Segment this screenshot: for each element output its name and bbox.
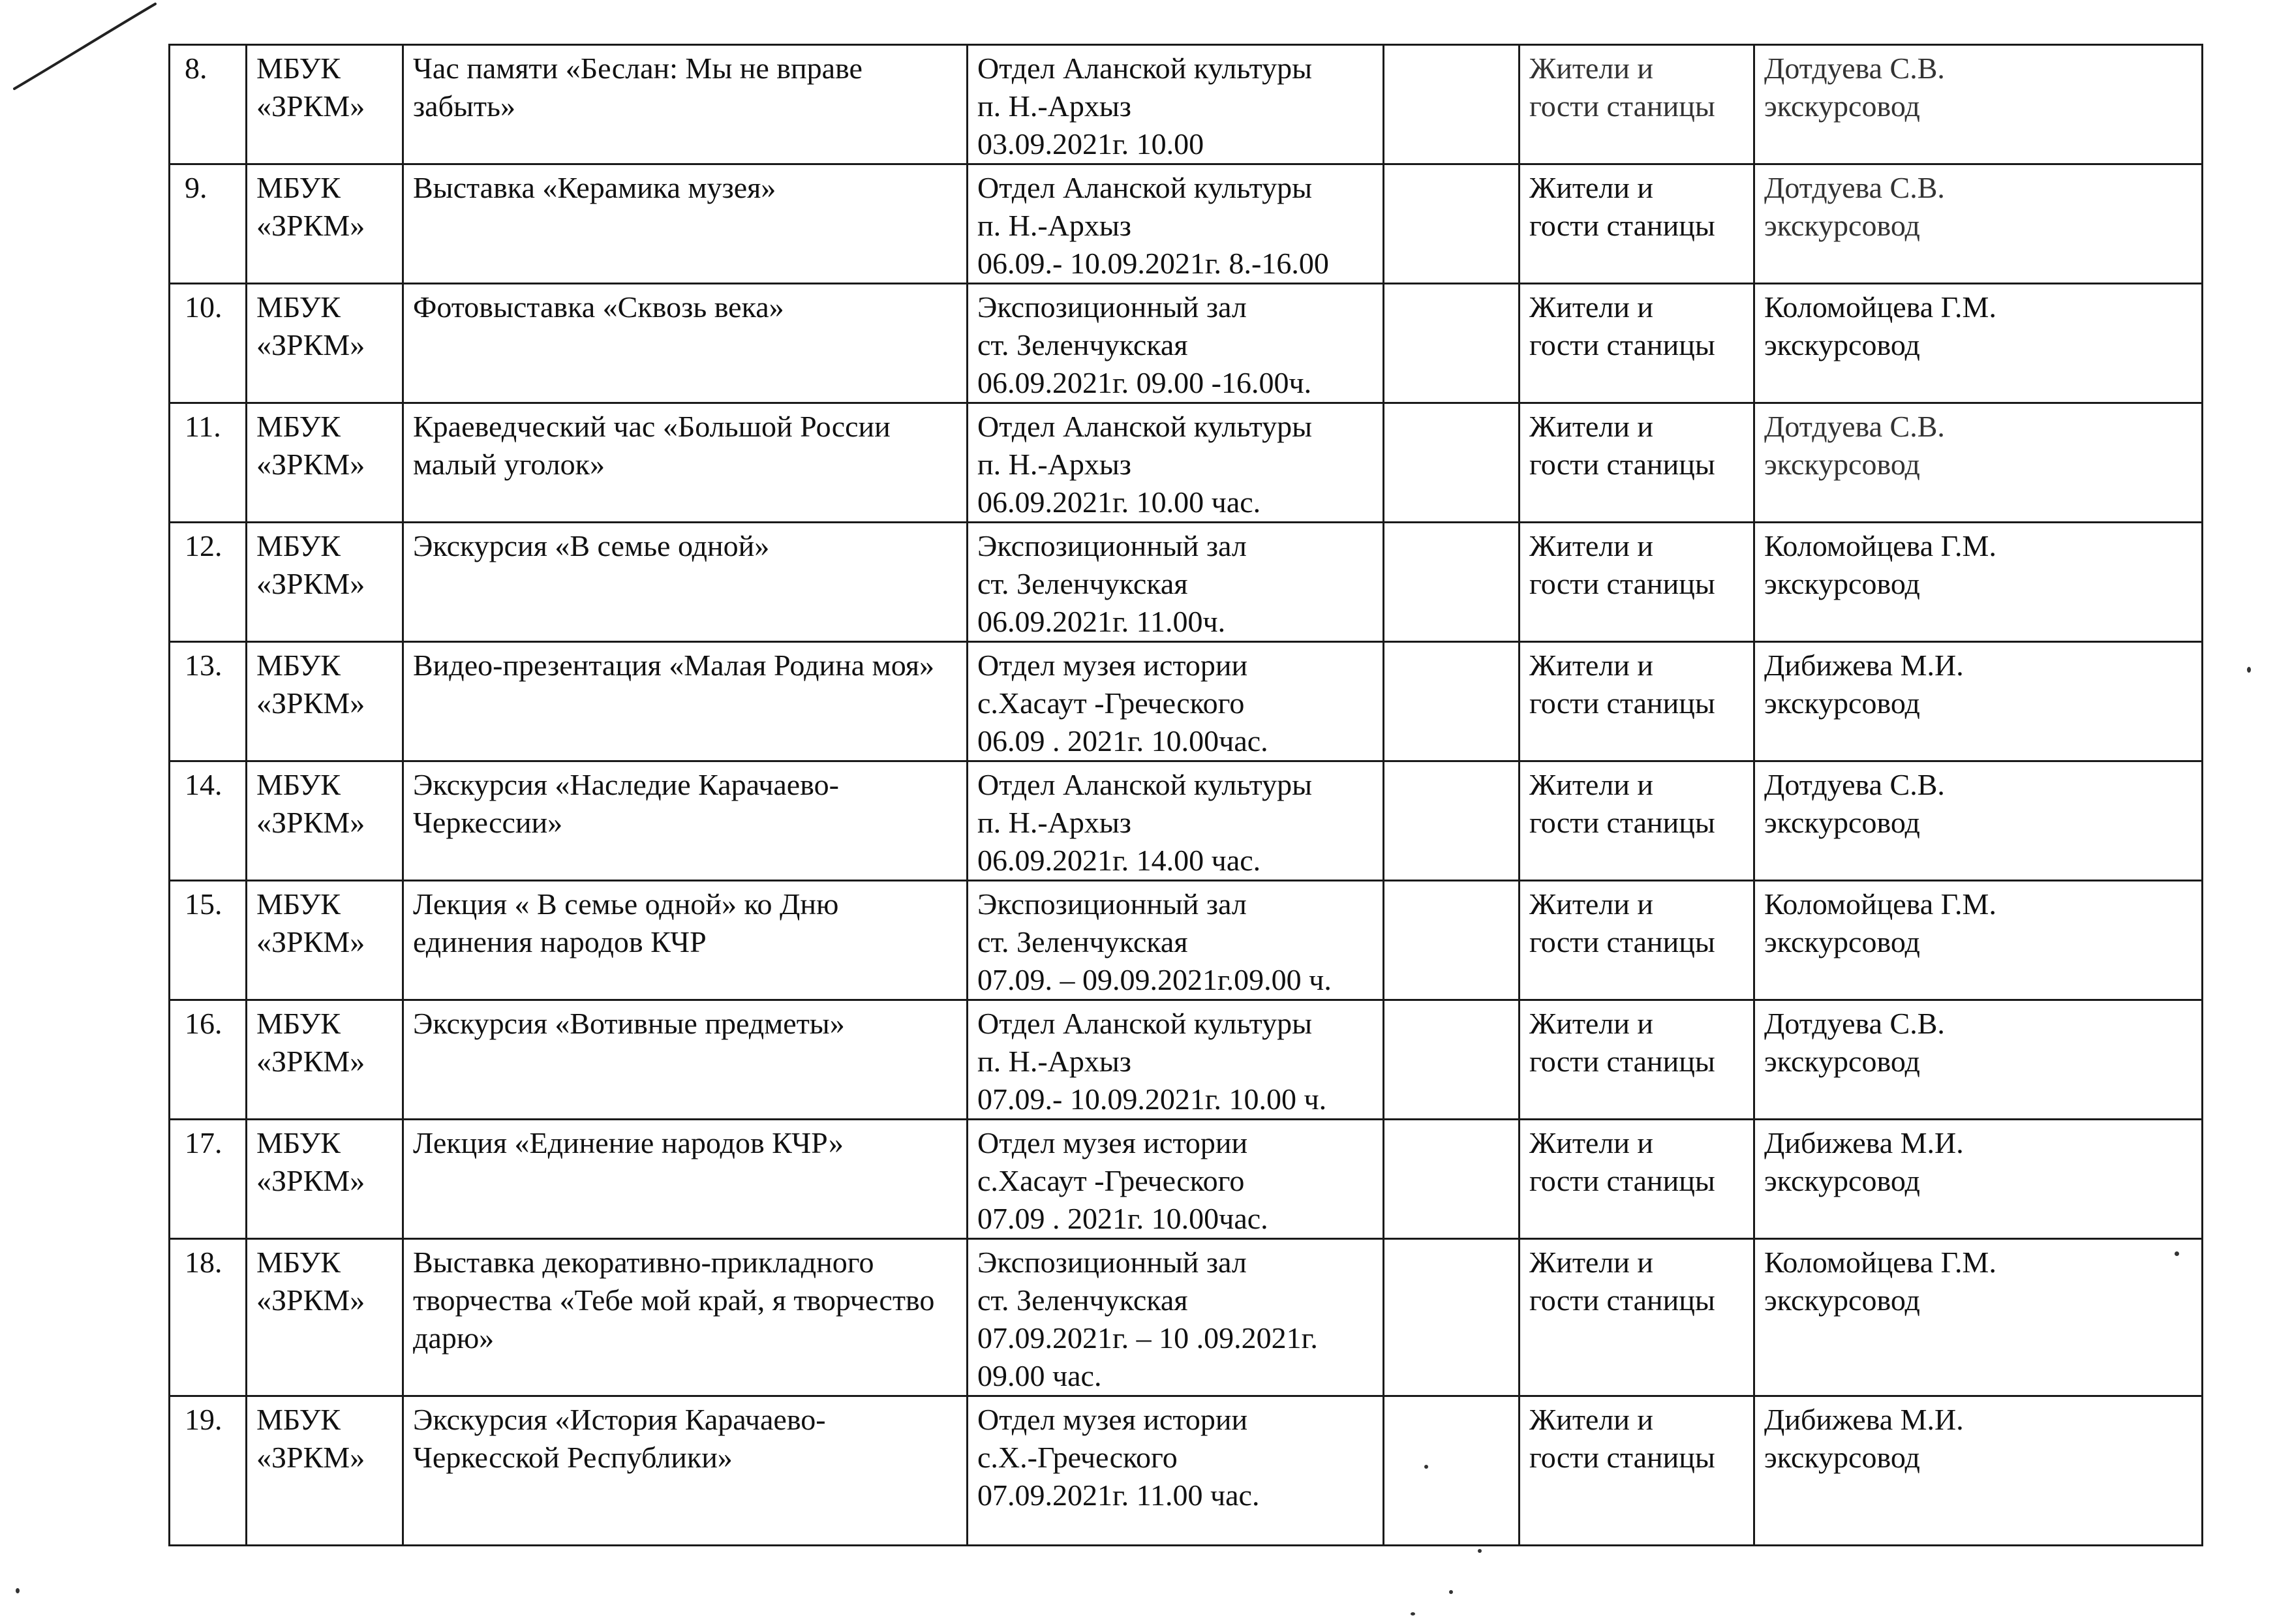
row-number: 10. xyxy=(170,284,247,403)
audience-cell: Жители и гости станицы xyxy=(1520,45,1754,164)
row-number: 14. xyxy=(170,761,247,881)
scan-pen-stroke xyxy=(0,0,196,104)
venue-date-cell: Отдел Аланской культуры п. Н.-Архыз 03.09.2021г. 10.00 xyxy=(968,45,1384,164)
empty-cell xyxy=(1384,1396,1520,1546)
audience-cell: Жители и гости станицы xyxy=(1520,761,1754,881)
venue-date-cell: Отдел музея истории с.Хасаут -Греческого 06.09 . 2021г. 10.00час. xyxy=(968,642,1384,761)
table-row xyxy=(170,1239,2203,1396)
venue-date-cell: Экспозиционный зал ст. Зеленчукская 06.09.2021г. 09.00 -16.00ч. xyxy=(968,284,1384,403)
scan-speck xyxy=(1424,1465,1428,1469)
audience-cell: Жители и гости станицы xyxy=(1520,403,1754,523)
row-number: 13. xyxy=(170,642,247,761)
scan-speck xyxy=(16,1588,20,1593)
row-number: 17. xyxy=(170,1120,247,1239)
responsible-cell: Дотдуева С.В. экскурсовод xyxy=(1754,164,2203,284)
row-number: 8. xyxy=(170,45,247,164)
empty-cell xyxy=(1384,642,1520,761)
table-row xyxy=(170,523,2203,642)
event-title-cell: Выставка «Керамика музея» xyxy=(403,164,968,284)
table-row xyxy=(170,164,2203,284)
table-row xyxy=(170,1120,2203,1239)
venue-date-cell: Отдел музея истории с.Х.-Греческого 07.09.2021г. 11.00 час. xyxy=(968,1396,1384,1546)
venue-date-cell: Отдел Аланской культуры п. Н.-Архыз 06.09.- 10.09.2021г. 8.-16.00 xyxy=(968,164,1384,284)
organization-cell: МБУК «ЗРКМ» xyxy=(247,284,403,403)
table-row xyxy=(170,642,2203,761)
responsible-cell: Дотдуева С.В. экскурсовод xyxy=(1754,403,2203,523)
event-title-cell: Краеведческий час «Большой России малый уголок» xyxy=(403,403,968,523)
row-number: 19. xyxy=(170,1396,247,1546)
organization-cell: МБУК «ЗРКМ» xyxy=(247,881,403,1000)
empty-cell xyxy=(1384,403,1520,523)
empty-cell xyxy=(1384,1239,1520,1396)
organization-cell: МБУК «ЗРКМ» xyxy=(247,403,403,523)
venue-date-cell: Отдел Аланской культуры п. Н.-Архыз 06.09.2021г. 14.00 час. xyxy=(968,761,1384,881)
audience-cell: Жители и гости станицы xyxy=(1520,284,1754,403)
table-row xyxy=(170,761,2203,881)
responsible-cell: Коломойцева Г.М. экскурсовод xyxy=(1754,1239,2203,1396)
table-row xyxy=(170,1000,2203,1120)
empty-cell xyxy=(1384,761,1520,881)
venue-date-cell: Отдел музея истории с.Хасаут -Греческого 07.09 . 2021г. 10.00час. xyxy=(968,1120,1384,1239)
event-title-cell: Экскурсия «Наследие Карачаево-Черкессии» xyxy=(403,761,968,881)
events-table xyxy=(168,44,2203,1546)
table-row xyxy=(170,45,2203,164)
organization-cell: МБУК «ЗРКМ» xyxy=(247,1000,403,1120)
organization-cell: МБУК «ЗРКМ» xyxy=(247,523,403,642)
event-title-cell: Фотовыставка «Сквозь века» xyxy=(403,284,968,403)
responsible-cell: Дотдуева С.В. экскурсовод xyxy=(1754,761,2203,881)
table-row xyxy=(170,1396,2203,1546)
scan-speck xyxy=(2175,1251,2179,1256)
venue-date-cell: Отдел Аланской культуры п. Н.-Архыз 07.09.- 10.09.2021г. 10.00 ч. xyxy=(968,1000,1384,1120)
event-title-cell: Выставка декоративно-прикладного творчества «Тебе мой край, я творчество дарю» xyxy=(403,1239,968,1396)
event-title-cell: Экскурсия «История Карачаево-Черкесской Республики» xyxy=(403,1396,968,1546)
audience-cell: Жители и гости станицы xyxy=(1520,881,1754,1000)
empty-cell xyxy=(1384,1120,1520,1239)
empty-cell xyxy=(1384,881,1520,1000)
responsible-cell: Дибижева М.И. экскурсовод xyxy=(1754,642,2203,761)
organization-cell: МБУК «ЗРКМ» xyxy=(247,45,403,164)
table-row xyxy=(170,881,2203,1000)
organization-cell: МБУК «ЗРКМ» xyxy=(247,761,403,881)
audience-cell: Жители и гости станицы xyxy=(1520,523,1754,642)
audience-cell: Жители и гости станицы xyxy=(1520,642,1754,761)
row-number: 9. xyxy=(170,164,247,284)
row-number: 16. xyxy=(170,1000,247,1120)
organization-cell: МБУК «ЗРКМ» xyxy=(247,1120,403,1239)
organization-cell: МБУК «ЗРКМ» xyxy=(247,1239,403,1396)
event-title-cell: Лекция « В семье одной» ко Дню единения народов КЧР xyxy=(403,881,968,1000)
row-number: 12. xyxy=(170,523,247,642)
event-title-cell: Экскурсия «Вотивные предметы» xyxy=(403,1000,968,1120)
row-number: 18. xyxy=(170,1239,247,1396)
scan-speck xyxy=(1411,1612,1415,1616)
audience-cell: Жители и гости станицы xyxy=(1520,164,1754,284)
venue-date-cell: Экспозиционный зал ст. Зеленчукская 06.09.2021г. 11.00ч. xyxy=(968,523,1384,642)
venue-date-cell: Экспозиционный зал ст. Зеленчукская 07.09. – 09.09.2021г.09.00 ч. xyxy=(968,881,1384,1000)
organization-cell: МБУК «ЗРКМ» xyxy=(247,642,403,761)
organization-cell: МБУК «ЗРКМ» xyxy=(247,164,403,284)
row-number: 15. xyxy=(170,881,247,1000)
empty-cell xyxy=(1384,45,1520,164)
event-title-cell: Видео-презентация «Малая Родина моя» xyxy=(403,642,968,761)
audience-cell: Жители и гости станицы xyxy=(1520,1239,1754,1396)
responsible-cell: Коломойцева Г.М. экскурсовод xyxy=(1754,881,2203,1000)
event-title-cell: Экскурсия «В семье одной» xyxy=(403,523,968,642)
responsible-cell: Дибижева М.И. экскурсовод xyxy=(1754,1396,2203,1546)
responsible-cell: Дотдуева С.В. экскурсовод xyxy=(1754,45,2203,164)
organization-cell: МБУК «ЗРКМ» xyxy=(247,1396,403,1546)
scan-speck xyxy=(1449,1590,1453,1594)
scan-speck xyxy=(1478,1549,1482,1553)
table-row xyxy=(170,284,2203,403)
audience-cell: Жители и гости станицы xyxy=(1520,1120,1754,1239)
responsible-cell: Коломойцева Г.М. экскурсовод xyxy=(1754,523,2203,642)
responsible-cell: Дотдуева С.В. экскурсовод xyxy=(1754,1000,2203,1120)
empty-cell xyxy=(1384,164,1520,284)
audience-cell: Жители и гости станицы xyxy=(1520,1396,1754,1546)
empty-cell xyxy=(1384,284,1520,403)
event-title-cell: Лекция «Единение народов КЧР» xyxy=(403,1120,968,1239)
event-title-cell: Час памяти «Беслан: Мы не вправе забыть» xyxy=(403,45,968,164)
venue-date-cell: Отдел Аланской культуры п. Н.-Архыз 06.09.2021г. 10.00 час. xyxy=(968,403,1384,523)
table-row xyxy=(170,403,2203,523)
scan-speck xyxy=(2247,667,2251,673)
empty-cell xyxy=(1384,1000,1520,1120)
empty-cell xyxy=(1384,523,1520,642)
responsible-cell: Дибижева М.И. экскурсовод xyxy=(1754,1120,2203,1239)
venue-date-cell: Экспозиционный зал ст. Зеленчукская 07.09.2021г. – 10 .09.2021г. 09.00 час. xyxy=(968,1239,1384,1396)
responsible-cell: Коломойцева Г.М. экскурсовод xyxy=(1754,284,2203,403)
row-number: 11. xyxy=(170,403,247,523)
audience-cell: Жители и гости станицы xyxy=(1520,1000,1754,1120)
